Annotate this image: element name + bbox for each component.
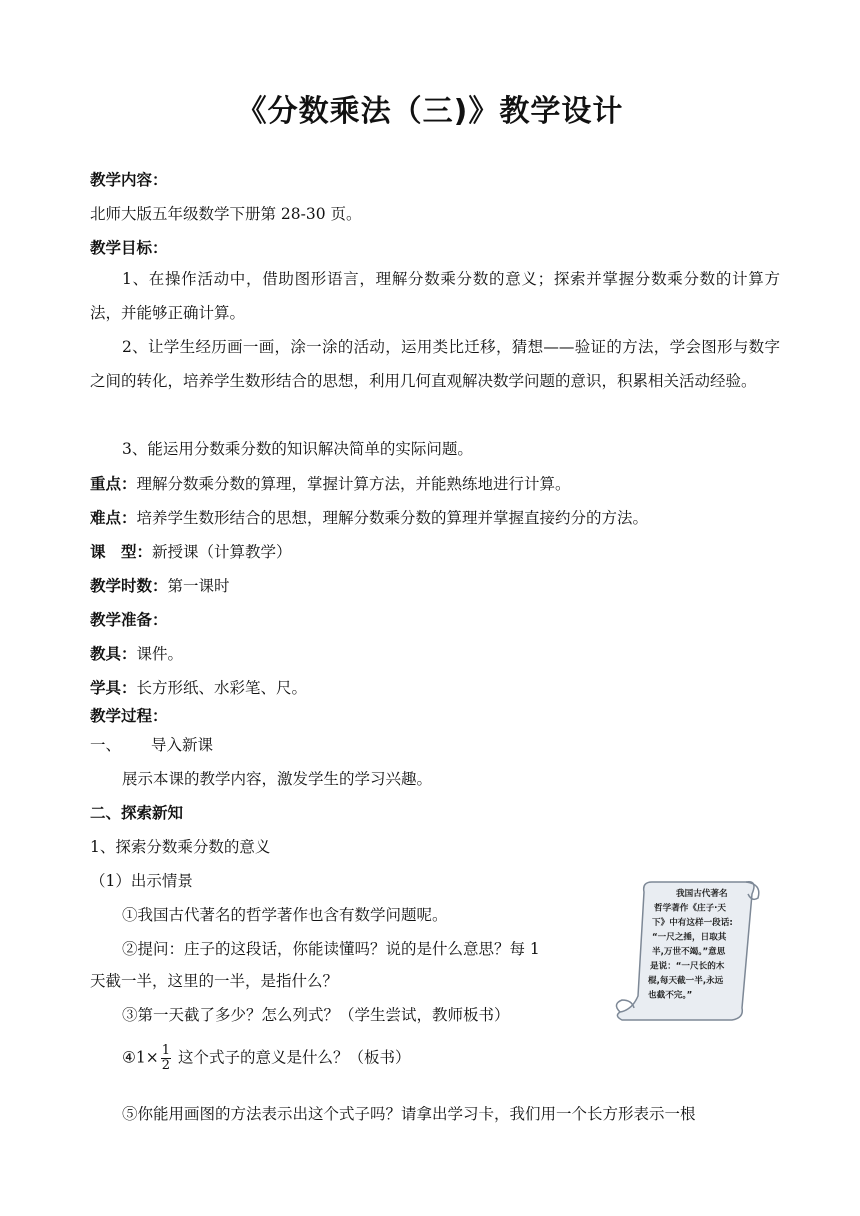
key-label: 重点： — [90, 475, 137, 493]
teacher-tools-text: 课件。 — [136, 645, 184, 663]
scroll-text-line: 我国古代著名 — [676, 889, 728, 899]
process-label: 教学过程： — [90, 707, 168, 725]
key-text: 理解分数乘分数的算理，掌握计算方法，并能熟练地进行计算。 — [136, 475, 571, 493]
goal-2: 2、让学生经历画一画，涂一涂的活动，运用类比迁移，猜想——验证的方法，学会图形与数字之间的转化，培养学生数形结合的思想，利用几何直观解决数学问题的意识，积累相关活动经验。 — [90, 338, 780, 390]
teacher-tools — [90, 642, 183, 664]
sub-1-1: （1）出示情景 — [90, 872, 193, 890]
goals-heading — [90, 236, 168, 258]
goal-1: 1、在操作活动中，借助图形语言，理解分数乘分数的意义；探索并掌握分数乘分数的计算方法，并能够正确计算。 — [90, 270, 780, 322]
page-title: 《分数乘法（三)》教学设计 — [236, 94, 624, 129]
ancient-scroll-image — [612, 876, 768, 1024]
question-4 — [122, 1044, 410, 1073]
lesson-type — [90, 540, 292, 562]
step-1-text: 展示本课的教学内容，激发学生的学习兴趣。 — [122, 770, 433, 788]
difficulty-text: 培养学生数形结合的思想，理解分数乘分数的算理并掌握直接约分的方法。 — [136, 509, 649, 527]
question-5: ⑤你能用画图的方法表示出这个式子吗？请拿出学习卡，我们用一个长方形表示一根 — [122, 1105, 696, 1123]
student-tools-label: 学具： — [90, 679, 137, 697]
prep-label: 教学准备： — [90, 611, 168, 629]
teacher-tools-label: 教具： — [90, 645, 137, 663]
prep-heading — [90, 608, 168, 630]
type-text: 新授课（计算教学） — [152, 543, 292, 561]
process-heading — [90, 704, 168, 726]
type-label: 课 型： — [90, 543, 153, 561]
question-3: ③第一天截了多少？怎么列式？（学生尝试，教师板书） — [122, 1006, 510, 1024]
question-2b: 天截一半，这里的一半，是指什么？ — [90, 972, 339, 990]
scroll-text-line: 哲学著作《庄子·天 — [654, 903, 727, 914]
goal-3: 3、能运用分数乘分数的知识解决简单的实际问题。 — [122, 440, 473, 458]
step-1-heading — [90, 733, 213, 755]
scroll-text-line: 棍,每天截一半,永远 — [648, 976, 724, 986]
sub-1: 1、探索分数乘分数的意义 — [90, 838, 271, 856]
step-1-title: 导入新课 — [151, 736, 214, 754]
goals-label: 教学目标： — [90, 239, 168, 257]
fraction-denominator: 2 — [161, 1058, 171, 1073]
lesson-hours — [90, 574, 230, 596]
step-2-title: 二、探索新知 — [90, 804, 184, 822]
student-tools-text: 长方形纸、水彩笔、尺。 — [136, 679, 308, 697]
q4-suffix: 这个式子的意义是什么？（板书） — [173, 1048, 411, 1067]
difficulty-label: 难点： — [90, 509, 137, 527]
difficulty-point — [90, 506, 648, 528]
scroll-text-line: “一尺之捶，日取其 — [652, 932, 727, 943]
scroll-text-line: 也截不完。” — [648, 990, 693, 1001]
hours-label: 教学时数： — [90, 577, 168, 595]
scroll-text-line: 是说：“一尺长的木 — [650, 961, 725, 972]
scroll-text-line: 下》中有这样一段话: — [652, 918, 733, 928]
q4-prefix: ④1× — [122, 1048, 159, 1067]
hours-text: 第一课时 — [167, 577, 230, 595]
student-tools — [90, 676, 307, 698]
content-label: 教学内容： — [90, 171, 168, 189]
content-heading — [90, 168, 168, 190]
question-1: ①我国古代著名的哲学著作也含有数学问题呢。 — [122, 906, 448, 924]
content-text: 北师大版五年级数学下册第 28-30 页。 — [90, 205, 362, 223]
question-2a: ②提问：庄子的这段话，你能读懂吗？说的是什么意思？每 1 — [122, 940, 540, 958]
scroll-illustration — [612, 876, 768, 1024]
step-1-number: 一、 — [90, 736, 122, 754]
fraction-one-half — [161, 1044, 171, 1073]
fraction-numerator: 1 — [161, 1043, 171, 1058]
key-point — [90, 472, 571, 494]
scroll-text-line: 半,万世不竭。”意思 — [652, 947, 726, 957]
